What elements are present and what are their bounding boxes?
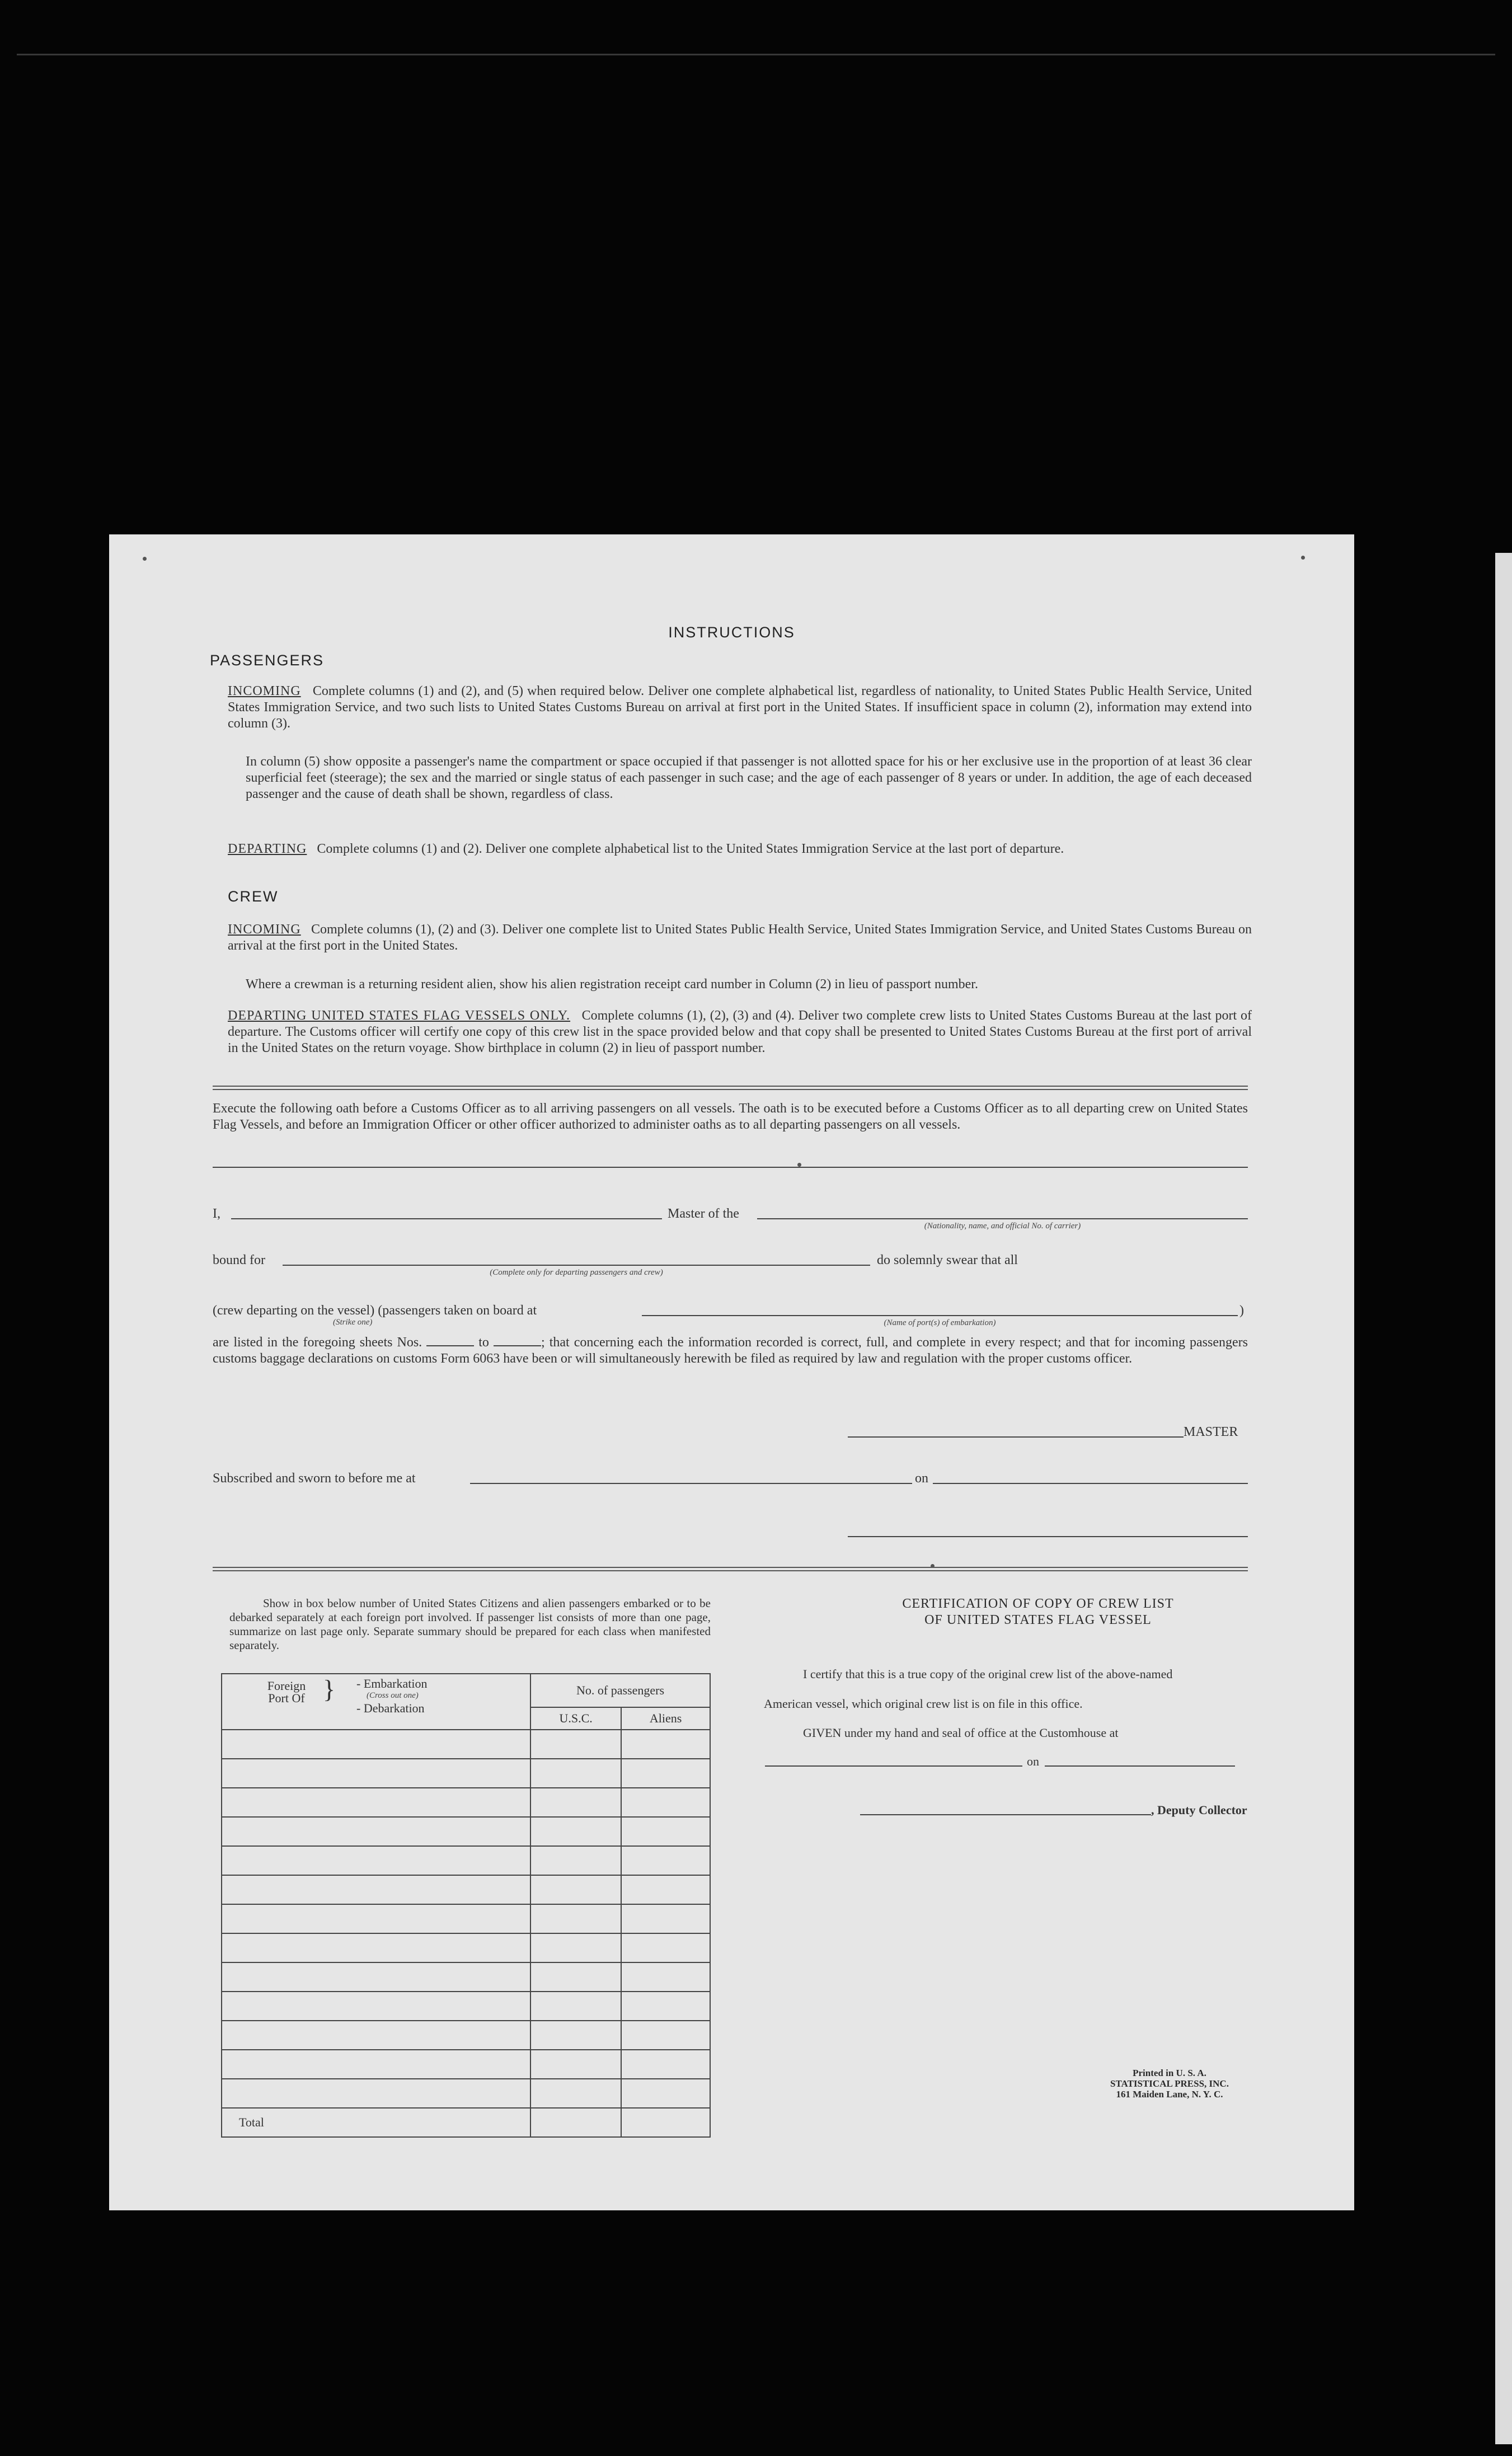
printer-line-2: STATISTICAL PRESS, INC.: [1110, 2078, 1229, 2089]
carrier-caption: (Nationality, name, and official No. of carrier): [924, 1222, 1081, 1231]
carrier-field[interactable]: [757, 1218, 1248, 1219]
table-row: [222, 1962, 710, 1992]
listed-to: to: [478, 1335, 489, 1350]
usc-cell[interactable]: [530, 2021, 621, 2050]
usc-cell[interactable]: [530, 2079, 621, 2108]
crew-departing-label: (crew departing on the vessel) (passengers taken on board at: [213, 1303, 537, 1318]
master-label: MASTER: [1184, 1425, 1238, 1439]
oath-divider: [213, 1167, 1248, 1168]
section-divider: [213, 1086, 1248, 1090]
aliens-cell[interactable]: [621, 1962, 710, 1992]
printer-imprint: [1077, 2068, 1262, 2100]
aliens-cell[interactable]: [621, 2021, 710, 2050]
cert-date-field[interactable]: [1045, 1765, 1235, 1767]
port-cell[interactable]: [222, 1788, 530, 1817]
certify-line-2: American vessel, which original crew list is on file in this office.: [764, 1697, 1083, 1711]
oath-i-label: I,: [213, 1206, 220, 1221]
port-cell[interactable]: [222, 2050, 530, 2079]
subscribed-label: Subscribed and sworn to before me at: [213, 1471, 416, 1486]
port-cell[interactable]: [222, 1875, 530, 1904]
certify-line-1: I certify that this is a true copy of the original crew list of the above-named: [803, 1667, 1173, 1681]
usc-cell[interactable]: [530, 1992, 621, 2021]
listed-paragraph: [213, 1335, 1248, 1367]
table-row: [222, 1730, 710, 1759]
port-cell[interactable]: [222, 1933, 530, 1962]
embarkation-ports-field[interactable]: [642, 1315, 1238, 1316]
departing-label: DEPARTING: [228, 842, 307, 856]
table-row: [222, 1788, 710, 1817]
debarkation-label: - Debarkation: [356, 1701, 425, 1715]
aliens-header-cell: Aliens: [621, 1707, 710, 1730]
usc-cell[interactable]: [530, 1730, 621, 1759]
crew-incoming-paragraph: [228, 922, 1252, 954]
scan-speck: [797, 1163, 801, 1167]
brace-mark: }: [323, 1675, 336, 1703]
close-paren: ): [1239, 1303, 1244, 1318]
officer-signature-field[interactable]: [848, 1536, 1248, 1537]
aliens-cell[interactable]: [621, 1992, 710, 2021]
passengers-incoming-paragraph: [228, 683, 1252, 732]
customhouse-field[interactable]: [765, 1765, 1022, 1767]
certification-title-2: OF UNITED STATES FLAG VESSEL: [924, 1613, 1152, 1627]
table-row: [222, 2050, 710, 2079]
usc-cell[interactable]: [530, 1962, 621, 1992]
usc-cell[interactable]: [530, 2050, 621, 2079]
summary-instructions: Show in box below number of United States Citizens and alien passengers embarked or to be debarked separately at each foreign port involved. If passenger list consists of more than one page, summarize on last page only. Separate summary should be prepared for each class when manifested separately.: [229, 1596, 711, 1652]
certification-title-1: CERTIFICATION OF COPY OF CREW LIST: [902, 1596, 1174, 1611]
incoming-text: Complete columns (1) and (2), and (5) when required below. Deliver one complete alphabetical list, regardless of nationality, to United States Public Health Service, United States Immigration Service, and two such lists to United States Customs Bureau on arrival at first port in the United States. If insufficient space in column (2), information may extend into column (3).: [228, 684, 1252, 731]
scan-speck: [1301, 556, 1305, 560]
port-cell[interactable]: [222, 1962, 530, 1992]
port-cell[interactable]: [222, 1846, 530, 1875]
aliens-cell[interactable]: [621, 1817, 710, 1846]
aliens-total-cell[interactable]: [621, 2108, 710, 2137]
flag-vessels-label: DEPARTING UNITED STATES FLAG VESSELS ONLY.: [228, 1008, 571, 1023]
table-row: [222, 1817, 710, 1846]
port-cell[interactable]: [222, 1759, 530, 1788]
port-cell[interactable]: [222, 1904, 530, 1933]
master-of-label: Master of the: [668, 1206, 739, 1221]
table-row: [222, 1875, 710, 1904]
summary-table: [221, 1673, 711, 2138]
port-cell[interactable]: [222, 2079, 530, 2108]
incoming-label: INCOMING: [228, 684, 301, 698]
ports-caption: (Name of port(s) of embarkation): [884, 1318, 996, 1327]
usc-cell[interactable]: [530, 1933, 621, 1962]
flag-vessels-paragraph: [228, 1008, 1252, 1056]
usc-total-cell[interactable]: [530, 2108, 621, 2137]
aliens-cell[interactable]: [621, 1759, 710, 1788]
summary-header-row: [222, 1674, 710, 1707]
port-cell[interactable]: [222, 2021, 530, 2050]
oath-intro: Execute the following oath before a Customs Officer as to all arriving passengers on all vessels. The oath is to be executed before a Customs Officer as to all departing crew on United States Flag Vessels, and before an Immigration Officer or other officer authorized to administer oaths as to all departing passengers on all vessels.: [213, 1101, 1248, 1132]
table-row: [222, 1992, 710, 2021]
aliens-cell[interactable]: [621, 1788, 710, 1817]
embarkation-label: - Embarkation: [356, 1677, 428, 1690]
passengers-heading: PASSENGERS: [210, 652, 325, 669]
lower-divider: [213, 1567, 1248, 1571]
scan-speck: [931, 1564, 935, 1568]
flag-vessels-text: Complete columns (1), (2), (3) and (4). Deliver two complete crew lists to United States Customs Bureau at the last port of departure. The Customs officer will certify one copy of this crew list in the space provided below and that copy shall be presented to United States Customs Bureau at the first port of arrival in the United States on the return voyage. Show birthplace in column (2) in lieu of passport number.: [228, 1008, 1252, 1055]
strike-one-caption: (Strike one): [333, 1318, 373, 1327]
total-label: Total: [222, 2108, 530, 2137]
table-row: [222, 1759, 710, 1788]
deputy-signature-field[interactable]: [860, 1814, 1151, 1815]
cert-on-label: on: [1027, 1754, 1039, 1768]
master-name-field[interactable]: [231, 1218, 662, 1219]
usc-cell[interactable]: [530, 1904, 621, 1933]
table-row: [222, 2079, 710, 2108]
port-cell[interactable]: [222, 1992, 530, 2021]
aliens-cell[interactable]: [621, 1730, 710, 1759]
port-cell[interactable]: [222, 1730, 530, 1759]
usc-header-cell: U.S.C.: [530, 1707, 621, 1730]
port-cell[interactable]: [222, 1817, 530, 1846]
table-row: [222, 1933, 710, 1962]
printer-line-1: Printed in U. S. A.: [1133, 2068, 1206, 2078]
column5-paragraph: In column (5) show opposite a passenger's name the compartment or space occupied if that passenger is not allotted space for his or her exclusive use in the proportion of at least 36 clear superficial feet (steerage); the sex and the married or single status of each passenger in such case; and the age of each passenger of 8 years or under. In addition, the age of each deceased passenger and the cause of death shall be shown, regardless of class.: [246, 754, 1252, 801]
scan-speck: [143, 557, 147, 561]
instructions-title: INSTRUCTIONS: [668, 624, 795, 641]
usc-cell[interactable]: [530, 1759, 621, 1788]
listed-text-b: ; that concerning each the information recorded is correct, full, and complete in every respect; and that for incoming passengers customs baggage declarations on customs Form 6063 have been or will simultaneously herewith be filed as required by law and regulation with the proper customs officer.: [213, 1335, 1248, 1366]
sworn-date-field[interactable]: [933, 1483, 1248, 1484]
aliens-cell[interactable]: [621, 1904, 710, 1933]
crew-incoming-text: Complete columns (1), (2) and (3). Deliver one complete list to United States Public Health Service, United States Immigration Service, and United States Customs Bureau on arrival at the first port in the United States.: [228, 922, 1252, 953]
crewman-paragraph: Where a crewman is a returning resident alien, show his alien registration receipt card number in Column (2) in lieu of passport number.: [246, 977, 978, 992]
aliens-cell[interactable]: [621, 1875, 710, 1904]
listed-text-a: are listed in the foregoing sheets Nos.: [213, 1335, 422, 1350]
table-row: [222, 2021, 710, 2050]
adjacent-page-strip: [1495, 553, 1512, 2444]
sworn-on-label: on: [915, 1471, 928, 1486]
deputy-collector-label: , Deputy Collector: [1151, 1803, 1247, 1817]
sheet-from-field[interactable]: [426, 1345, 474, 1346]
foreign-port-label: Foreign Port Of: [267, 1679, 306, 1705]
passengers-header-cell: No. of passengers: [530, 1674, 710, 1707]
passengers-departing-paragraph: [228, 841, 1252, 857]
table-row: [222, 1846, 710, 1875]
usc-cell[interactable]: [530, 1846, 621, 1875]
total-row: [222, 2108, 710, 2137]
bound-for-field[interactable]: [283, 1265, 870, 1266]
crew-incoming-label: INCOMING: [228, 922, 301, 937]
usc-cell[interactable]: [530, 1788, 621, 1817]
swear-label: do solemnly swear that all: [877, 1253, 1018, 1267]
bound-for-label: bound for: [213, 1253, 265, 1267]
master-signature-field[interactable]: [848, 1436, 1184, 1438]
usc-cell[interactable]: [530, 1817, 621, 1846]
aliens-cell[interactable]: [621, 2079, 710, 2108]
aliens-cell[interactable]: [621, 1933, 710, 1962]
departing-text: Complete columns (1) and (2). Deliver one complete alphabetical list to the United States Immigration Service at the last port of departure.: [317, 842, 1064, 856]
port-header-cell: [222, 1674, 530, 1730]
given-line: GIVEN under my hand and seal of office at the Customhouse at: [803, 1726, 1119, 1740]
printer-line-3: 161 Maiden Lane, N. Y. C.: [1116, 2089, 1223, 2100]
bound-for-caption: (Complete only for departing passengers and crew): [490, 1268, 663, 1277]
sheet-to-field[interactable]: [494, 1345, 541, 1346]
scan-edge-line: [17, 54, 1495, 55]
aliens-cell[interactable]: [621, 1846, 710, 1875]
usc-cell[interactable]: [530, 1875, 621, 1904]
aliens-cell[interactable]: [621, 2050, 710, 2079]
sworn-place-field[interactable]: [470, 1483, 912, 1484]
table-row: [222, 1904, 710, 1933]
cross-out-caption: (Cross out one): [367, 1691, 419, 1700]
crew-heading: CREW: [228, 888, 279, 905]
form-sheet: [109, 534, 1354, 2210]
